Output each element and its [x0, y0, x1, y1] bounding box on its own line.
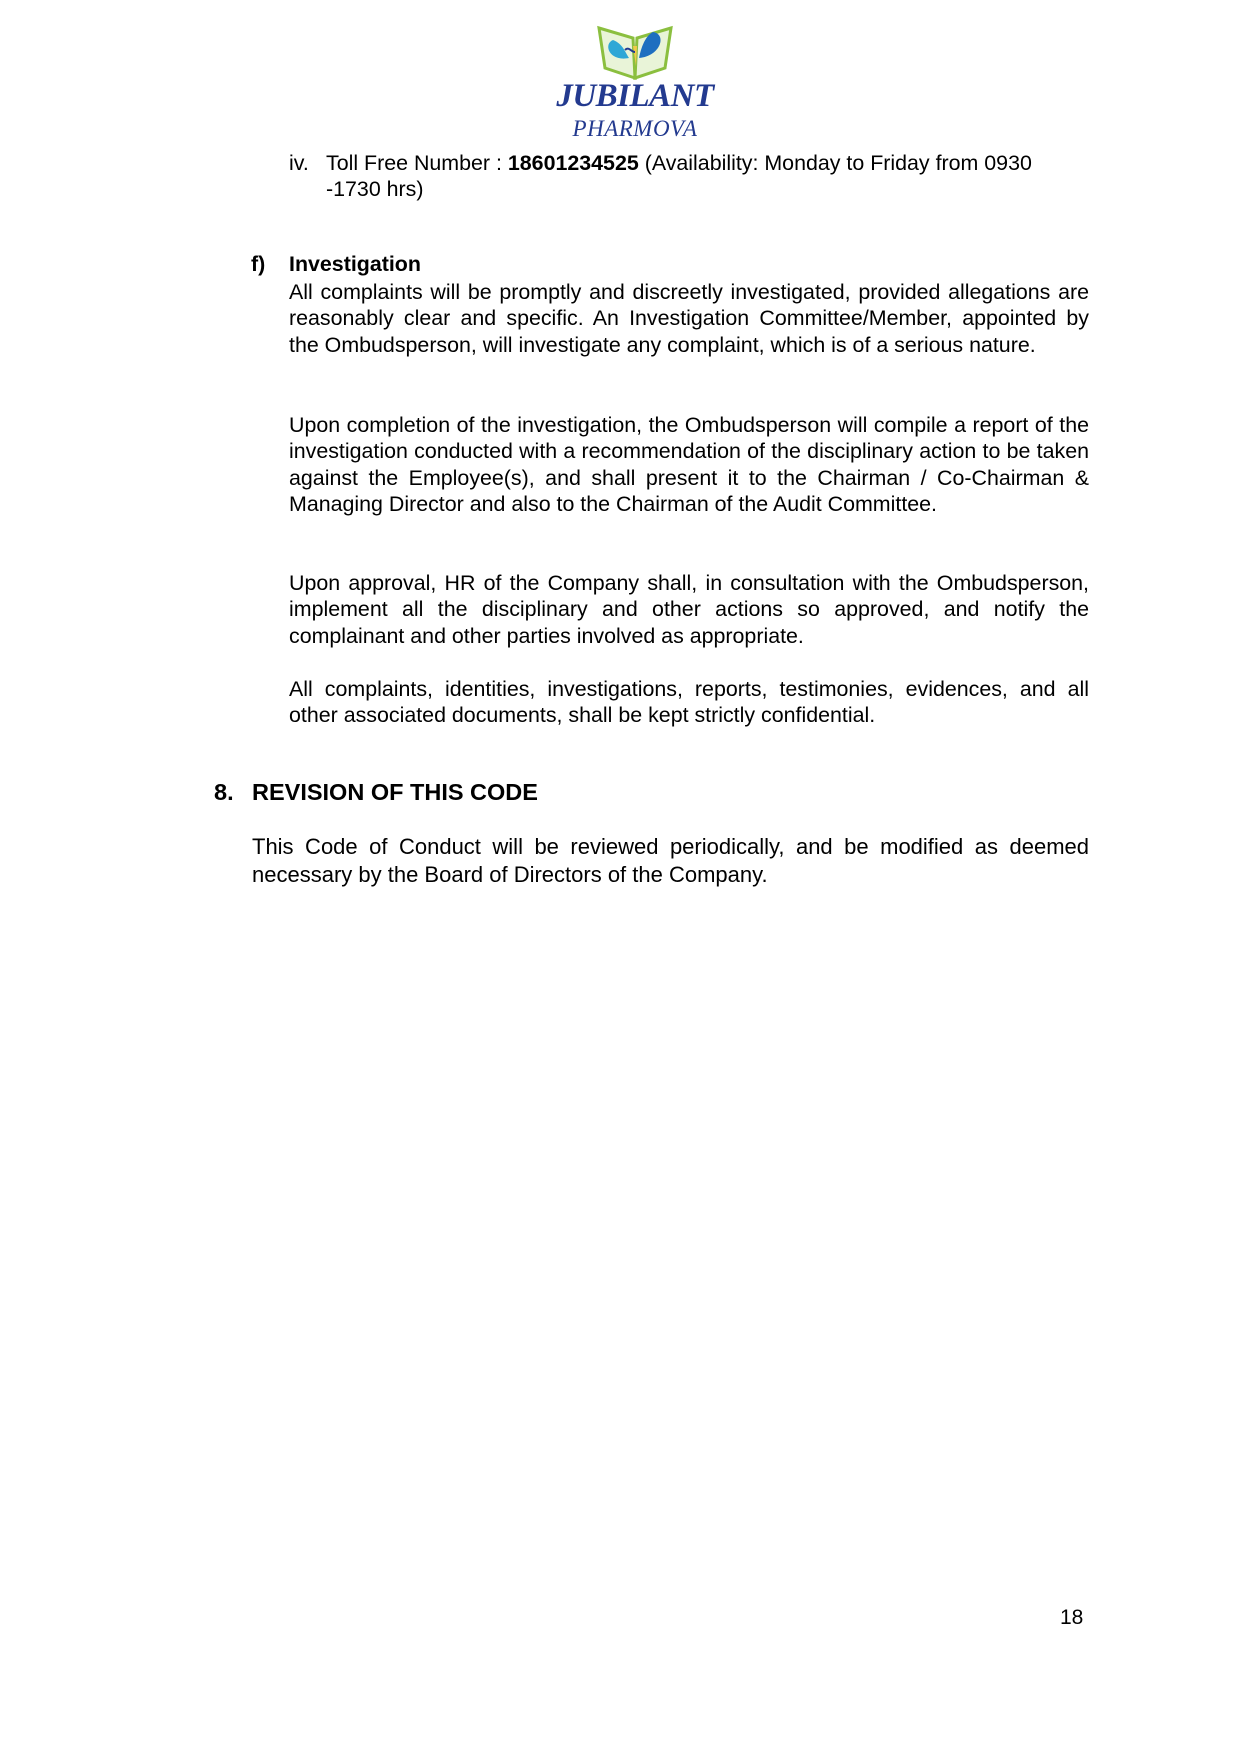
- toll-free-hours: -1730 hrs): [326, 177, 424, 201]
- section-f-title: Investigation: [289, 252, 421, 276]
- toll-free-availability: (Availability: Monday to Friday from 0930: [638, 151, 1032, 175]
- toll-free-label: Toll Free Number :: [326, 151, 508, 175]
- section-8-title: REVISION OF THIS CODE: [252, 779, 538, 805]
- item-iv-marker: iv.: [289, 151, 309, 175]
- toll-free-line: [326, 150, 1096, 176]
- investigation-para-1: All complaints will be promptly and discreetly investigated, provided allegations are reasonably clear and specific. An Investigation Committee/Member, appointed by the Ombudsperson, will investigate any complaint, which is of a serious nature.: [289, 280, 1089, 357]
- investigation-para-2: Upon completion of the investigation, the Ombudsperson will compile a report of the investigation conducted with a recommendation of the disciplinary action to be taken against the Employee(s), and shall present it to the Chairman / Co-Chairman & Managing Director and also to the Chairman of the Audit Committee.: [289, 413, 1089, 516]
- page-number: 18: [1060, 1606, 1084, 1629]
- section-8-number: 8.: [214, 779, 234, 805]
- company-logo: [555, 22, 715, 144]
- investigation-para-4: All complaints, identities, investigations, reports, testimonies, evidences, and all other associated documents, shall be kept strictly confidential.: [289, 677, 1089, 728]
- section-f-marker: f): [251, 252, 266, 276]
- revision-para: This Code of Conduct will be reviewed periodically, and be modified as deemed necessary by the Board of Directors of the Company.: [252, 834, 1089, 887]
- logo-line2: PHARMOVA: [572, 116, 698, 141]
- logo-line1: JUBILANT: [556, 78, 714, 114]
- toll-free-number: 18601234525: [507, 151, 639, 175]
- butterfly-book-icon: [595, 22, 675, 80]
- investigation-para-3: Upon approval, HR of the Company shall, in consultation with the Ombudsperson, implement all the disciplinary and other actions so approved, and notify the complainant and other parties involved as appropriate.: [289, 571, 1089, 648]
